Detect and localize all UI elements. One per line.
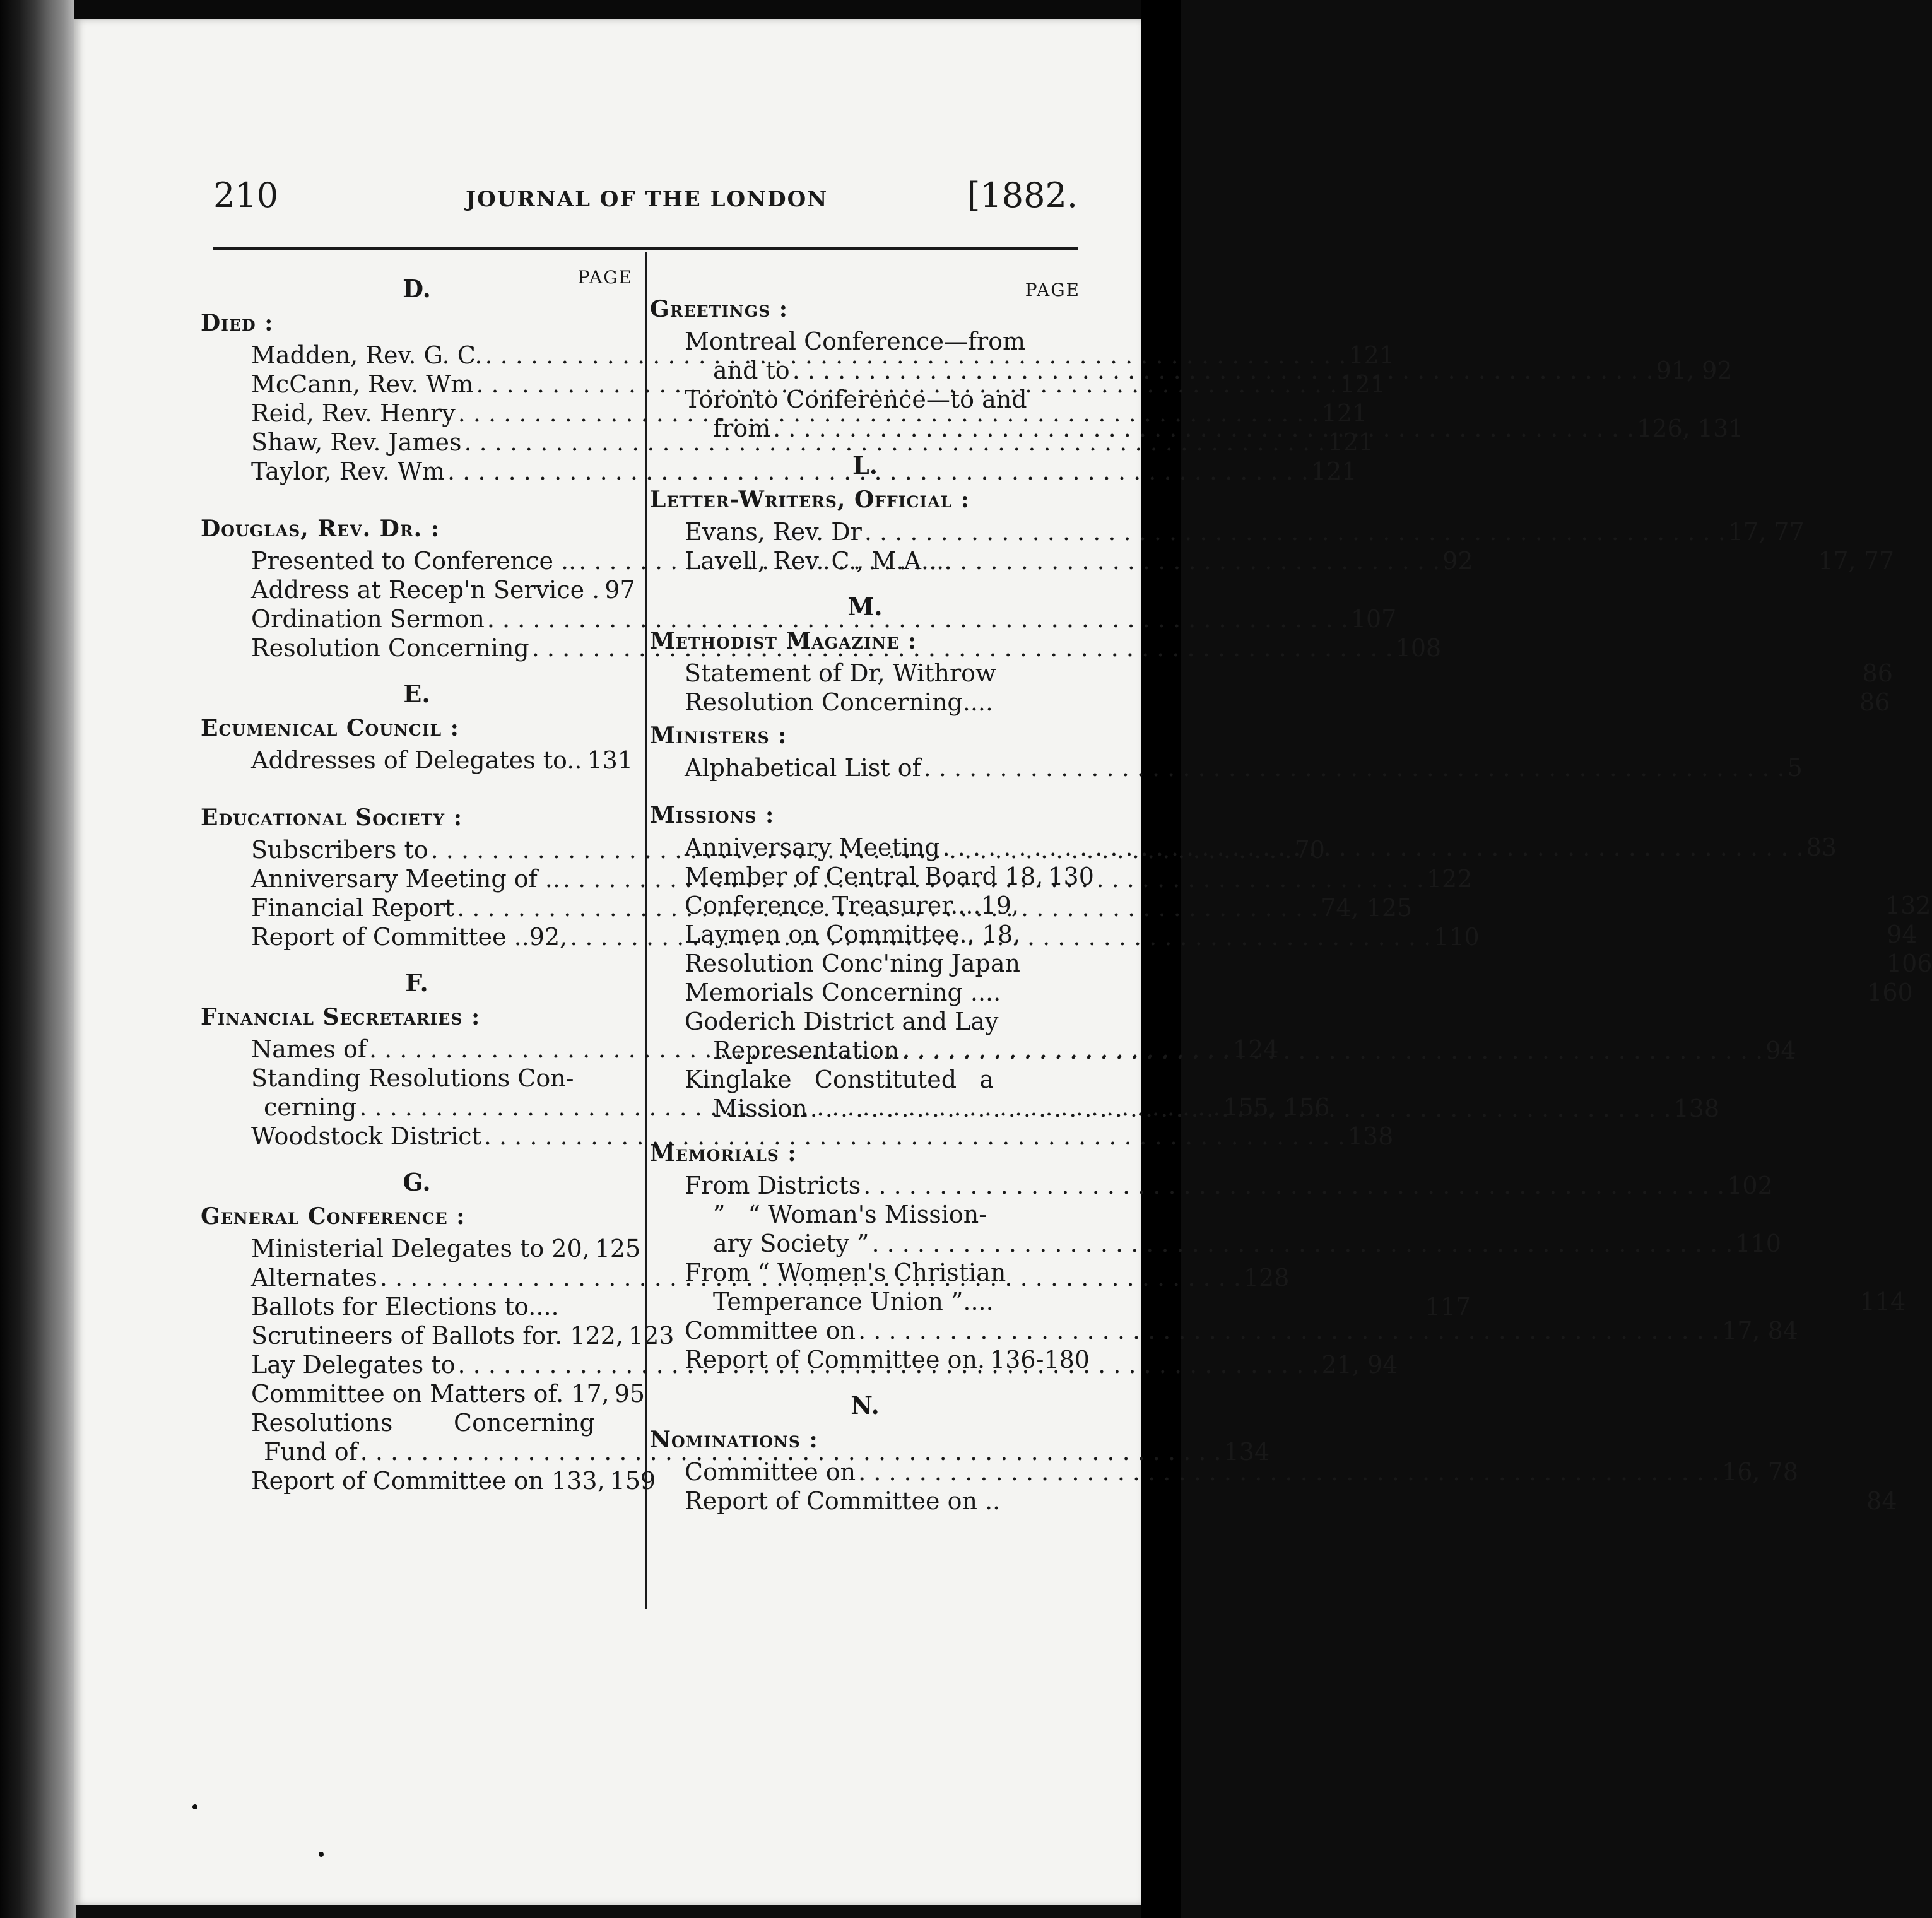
index-heading: Letter-Writers, Official : — [650, 486, 970, 513]
index-entry: Resolution Concerning . . . 108 — [201, 633, 633, 662]
index-entry: Scrutineers of Ballots for. 122, 123 — [251, 1322, 674, 1350]
index-entry: Alphabetical List of . . . 5 — [650, 753, 1080, 782]
index-entry: Fund of . . . 134 — [201, 1437, 633, 1466]
index-heading: Nominations : — [650, 1427, 818, 1453]
index-entry: Committee on . . . 16, 78 — [650, 1457, 1080, 1486]
section-letter-d: D. — [403, 274, 431, 303]
section-letter-g: G. — [403, 1168, 431, 1196]
index-entry: Report of Committee ..92, . . . 110 — [201, 922, 633, 951]
index-heading: Ministers : — [650, 722, 787, 749]
index-heading: Greetings : — [650, 296, 789, 322]
index-entry: McCann, Rev. Wm . . . 121 — [201, 370, 633, 399]
index-entry: Memorials Concerning .... 160 — [685, 979, 1913, 1006]
index-entry-continued: Standing Resolutions Con- — [251, 1064, 574, 1092]
index-entry: Ballots for Elections to.... 117 — [251, 1293, 1471, 1321]
index-heading: General Conference : — [201, 1203, 466, 1230]
index-entry: Addresses of Delegates to.. . . . 131 — [201, 746, 633, 775]
index-entry: Alternates . . . 128 — [201, 1263, 633, 1292]
index-entry: Conference Treasurer....19, 132 — [685, 891, 1931, 919]
index-entry: Report of Committee on 133, 159 — [251, 1467, 656, 1495]
index-entry: Committee on Matters of. 17, 95 — [251, 1380, 645, 1408]
index-entry: Shaw, Rev. James . . . 121 — [201, 428, 633, 457]
index-entry: Temperance Union ”.... 114 — [713, 1288, 1906, 1315]
index-heading: Educational Society : — [201, 804, 462, 831]
index-heading: Died : — [201, 310, 274, 336]
index-entry: Address at Recep'n Service . 97 — [251, 576, 635, 604]
index-entry: Subscribers to . . . 70 — [201, 835, 633, 864]
index-entry: Report of Committee on .. 84 — [685, 1487, 1897, 1515]
index-entry: Resolution Conc'ning Japan 106 — [685, 950, 1932, 977]
index-entry: Statement of Dr, Withrow 86 — [685, 659, 1893, 687]
page-column-label: PAGE — [577, 267, 633, 288]
ink-speck — [319, 1852, 324, 1857]
index-heading: Ecumenical Council : — [201, 715, 459, 741]
index-heading: Missions : — [650, 802, 775, 828]
page-number: 210 — [213, 175, 279, 215]
index-entry: Reid, Rev. Henry . . . 121 — [201, 399, 633, 428]
index-entry-continued: Goderich District and Lay — [685, 1008, 999, 1035]
section-letter-m: M. — [847, 592, 883, 621]
section-letter-f: F. — [405, 968, 428, 997]
index-entry: cerning . . . 155, 156 — [201, 1093, 633, 1122]
index-heading: Douglas, Rev. Dr. : — [201, 515, 440, 542]
index-entry-continued: From “ Women's Christian — [685, 1259, 1006, 1286]
index-entry: Member of Central Board 18, 130 — [685, 862, 1094, 890]
index-entry-continued: Montreal Conference—from — [685, 327, 1026, 355]
index-entry: Report of Committee on. 136-180 — [685, 1346, 1090, 1374]
index-entry: From Districts . . . 102 — [650, 1171, 1080, 1200]
index-entry: Mission . . . 138 — [650, 1094, 1080, 1123]
top-dark-border — [74, 0, 1141, 20]
section-letter-n: N. — [851, 1391, 880, 1420]
index-entry: Names of . . . 124 — [201, 1035, 633, 1064]
index-entry: from . . . 126, 131 — [650, 414, 1080, 443]
index-entry: Resolution Concerning.... 86 — [685, 688, 1890, 716]
book-spine-edge — [0, 0, 76, 1918]
index-heading: Memorials : — [650, 1140, 797, 1167]
index-entry: Committee on . . . 17, 84 — [650, 1316, 1080, 1345]
index-entry: Representation . . . 94 — [650, 1036, 1080, 1065]
ink-speck — [192, 1804, 197, 1809]
running-year: [1882. — [967, 175, 1078, 215]
header-rule — [213, 247, 1078, 250]
index-entry: Laymen on Committee.. 18, 94 — [685, 921, 1917, 948]
index-entry: Lay Delegates to . . . 21, 94 — [201, 1350, 633, 1379]
section-letter-l: L. — [852, 451, 878, 480]
index-entry: Anniversary Meeting of .. . . . 122 — [201, 864, 633, 893]
index-entry: Evans, Rev. Dr . . . 17, 77 — [650, 517, 1080, 546]
page-column-label: PAGE — [1025, 279, 1080, 300]
index-entry: Financial Report . . . 74, 125 — [201, 893, 633, 922]
index-entry: Lavell, Rev. C., M.A.... 17, 77 — [685, 547, 1895, 575]
index-entry: Ministerial Delegates to 20, 125 — [251, 1235, 641, 1262]
index-entry: Presented to Conference .. . . . 92 — [201, 546, 633, 575]
index-entry: Madden, Rev. G. C. . . . 121 — [201, 341, 633, 370]
index-entry: Anniversary Meeting . . . 83 — [650, 833, 1080, 862]
index-heading: Financial Secretaries : — [201, 1004, 481, 1030]
index-entry: Ordination Sermon . . . 107 — [201, 604, 633, 633]
index-entry-continued: Resolutions Concerning — [251, 1409, 595, 1437]
right-dark-border — [1141, 0, 1181, 1918]
index-entry: Woodstock District . . . 138 — [201, 1122, 633, 1151]
section-letter-e: E. — [403, 680, 430, 708]
index-entry: ary Society ” . . . 110 — [650, 1229, 1080, 1258]
running-title: JOURNAL OF THE LONDON — [466, 187, 828, 212]
index-entry: and to . . . 91, 92 — [650, 356, 1080, 385]
index-entry-continued: ” “ Woman's Mission- — [713, 1201, 987, 1228]
index-entry-continued: Toronto Conference—to and — [685, 385, 1027, 413]
index-heading: Methodist Magazine : — [650, 628, 917, 654]
index-entry: Taylor, Rev. Wm . . . 121 — [201, 457, 633, 486]
running-header — [213, 175, 1078, 226]
index-entry-continued: Kinglake Constituted a — [685, 1066, 994, 1093]
